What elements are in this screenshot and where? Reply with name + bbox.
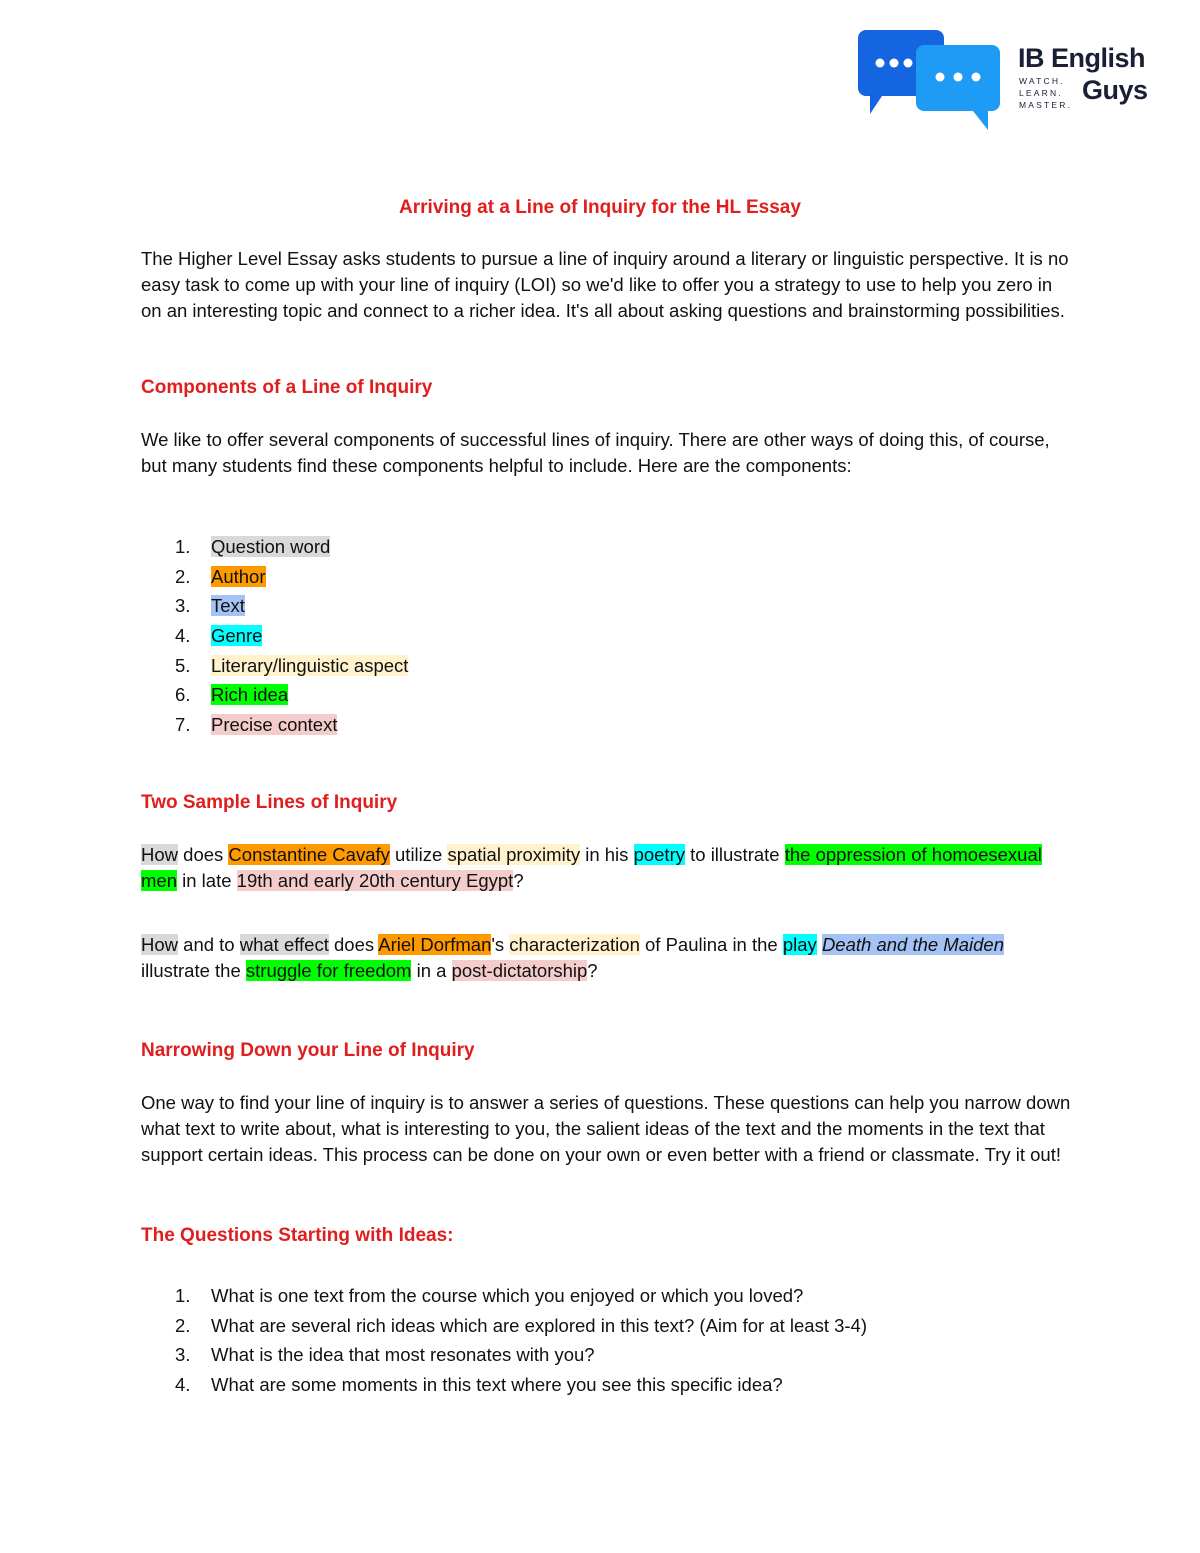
list-item [175, 562, 408, 592]
question-word: what effect [239, 934, 329, 955]
list-item [175, 1340, 867, 1370]
list-number: 5. [175, 654, 191, 676]
component-rich-idea: Rich idea [211, 684, 289, 706]
question-word: How [141, 844, 179, 865]
list-item [175, 1281, 867, 1311]
rich-idea: struggle for freedom [245, 960, 412, 981]
precise-context: 19th and early 20th century Egypt [236, 870, 514, 891]
components-intro [141, 427, 1071, 479]
chat-bubbles-icon [858, 30, 1008, 135]
sample-1 [141, 842, 1071, 894]
question-text: What are several rich ideas which are explored in this text? (Aim for at least 3-4) [211, 1314, 868, 1336]
text-title: Death and the Maiden [821, 934, 1004, 955]
question-text: What is one text from the course which you enjoyed or which you loved? [211, 1285, 804, 1306]
genre: play [782, 934, 817, 955]
question-word: How [141, 934, 179, 955]
list-item [175, 621, 408, 651]
list-number: 7. [175, 714, 191, 736]
question-text: What is the idea that most resonates with you? [211, 1344, 595, 1366]
component-context: Precise context [211, 714, 338, 736]
logo-tagline-learn: LEARN. [1019, 88, 1063, 98]
list-item [175, 532, 408, 562]
list-number: 1. [175, 536, 191, 557]
narrowing-paragraph: One way to find your line of inquiry is to answer a series of questions. These questions can help you narrow down what text to write about, what is interesting to you, the salient ideas of the text and the moments in the text that support certain ideas. This process can be done on your own or even better with a friend or classmate. Try it out! [141, 1092, 1071, 1165]
list-number: 2. [175, 1314, 191, 1336]
list-item [175, 591, 408, 621]
narrowing-heading: Narrowing Down your Line of Inquiry [141, 1040, 475, 1061]
sample-1-text: How does Constantine Cavafy utilize spatial proximity in his poetry to illustrate the oppression of homoesexual men in late 19th and early 20th century Egypt? [141, 844, 1042, 891]
logo-title-second: Guys [1082, 75, 1148, 105]
narrowing-section [141, 1090, 1071, 1168]
sample-2 [141, 932, 1071, 984]
literary-aspect: spatial proximity [447, 844, 581, 865]
rich-idea: the oppression of homoesexual men [141, 844, 1042, 891]
component-question-word: Question word [211, 536, 331, 557]
list-number: 2. [175, 565, 191, 587]
sample-2-text: How and to what effect does Ariel Dorfman's characterization of Paulina in the play Death and the Maiden illustrate the struggle for freedom in a post-dictatorship? [141, 934, 1004, 981]
component-text: Text [211, 595, 245, 617]
questions-heading: The Questions Starting with Ideas: [141, 1225, 454, 1246]
precise-context: post-dictatorship [451, 960, 588, 981]
list-item [175, 680, 408, 710]
author: Ariel Dorfman [378, 934, 492, 955]
list-number: 4. [175, 625, 191, 647]
list-number: 3. [175, 1344, 191, 1366]
list-number: 3. [175, 595, 191, 617]
logo-tagline-master: MASTER. [1019, 100, 1073, 110]
samples-heading: Two Sample Lines of Inquiry [141, 792, 398, 813]
brand-logo [858, 30, 1158, 135]
intro-section [141, 246, 1071, 324]
genre: poetry [633, 844, 685, 865]
list-item [175, 1311, 867, 1341]
component-aspect: Literary/linguistic aspect [211, 654, 409, 676]
list-number: 1. [175, 1285, 191, 1306]
logo-title: IB English [1018, 43, 1146, 73]
list-item [175, 1370, 867, 1400]
components-heading: Components of a Line of Inquiry [141, 377, 433, 398]
literary-aspect: characterization [509, 934, 640, 955]
list-item [175, 651, 408, 681]
document-title: Arriving at a Line of Inquiry for the HL Essay [399, 197, 801, 218]
list-number: 6. [175, 684, 191, 706]
components-list [175, 532, 408, 740]
list-item [175, 710, 408, 740]
component-genre: Genre [211, 625, 263, 647]
intro-paragraph: The Higher Level Essay asks students to pursue a line of inquiry around a literary or linguistic perspective. It is no easy task to come up with your line of inquiry (LOI) so we'd like to offer you a strategy to use to help you zero in on an interesting topic and connect to a richer idea. It's all about asking questions and brainstorming possibilities. [141, 248, 1069, 321]
questions-list [175, 1281, 867, 1400]
list-number: 4. [175, 1374, 191, 1396]
logo-tagline-watch: WATCH. [1019, 76, 1065, 86]
components-paragraph: We like to offer several components of successful lines of inquiry. There are other ways of doing this, of course, but many students find these components helpful to include. Here are the components: [141, 429, 1050, 476]
author: Constantine Cavafy [228, 844, 390, 865]
question-text: What are some moments in this text where you see this specific idea? [211, 1374, 783, 1396]
component-author: Author [211, 565, 266, 587]
